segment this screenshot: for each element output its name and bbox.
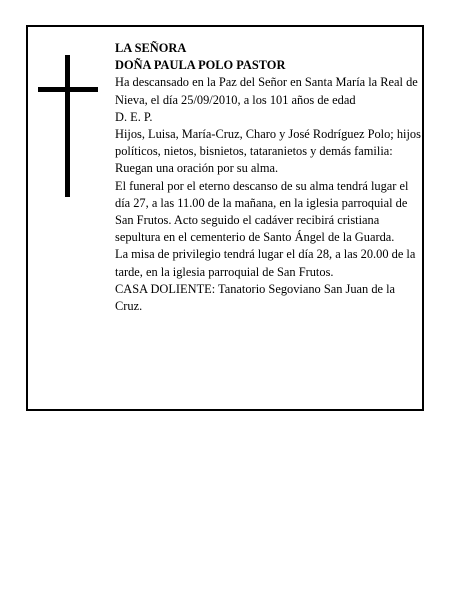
cross-horizontal-bar	[38, 87, 98, 92]
notice-paragraph-mass: La misa de privilegio tendrá lugar el día 28, a las 20.00 de la tarde, en la iglesia parroquial de San Frutos.	[115, 247, 416, 279]
notice-heading-title: LA SEÑORA	[115, 41, 187, 55]
notice-paragraph-funeral: El funeral por el eterno descanso de su alma tendrá lugar el día 27, a las 11.00 de la mañana, en la iglesia parroquial de San Frutos. Acto seguido el cadáver recibirá cristiana sepultura en el cementerio de Santo Ángel de la Guarda.	[115, 178, 409, 245]
notice-paragraph-family: Hijos, Luisa, María-Cruz, Charo y José Rodríguez Polo; hijos políticos, nietos, bisnietos, tataranietos y demás familia:	[115, 127, 421, 159]
notice-paragraph-house: CASA DOLIENTE: Tanatorio Segoviano San Juan de la Cruz.	[115, 281, 396, 314]
notice-heading-name: DOÑA PAULA POLO PASTOR	[115, 58, 286, 73]
notice-paragraph-dep: D. E. P.	[115, 109, 153, 124]
notice-paragraph-death: Ha descansado en la Paz del Señor en Santa María la Real de Nieva, el día 25/09/2010, a los 101 años de edad	[115, 75, 418, 107]
notice-text	[115, 40, 421, 315]
obituary-notice	[26, 25, 424, 411]
notice-paragraph-prayer: Ruegan una oración por su alma.	[115, 161, 279, 176]
cross-vertical-bar	[65, 55, 70, 197]
cross-icon	[38, 55, 98, 197]
